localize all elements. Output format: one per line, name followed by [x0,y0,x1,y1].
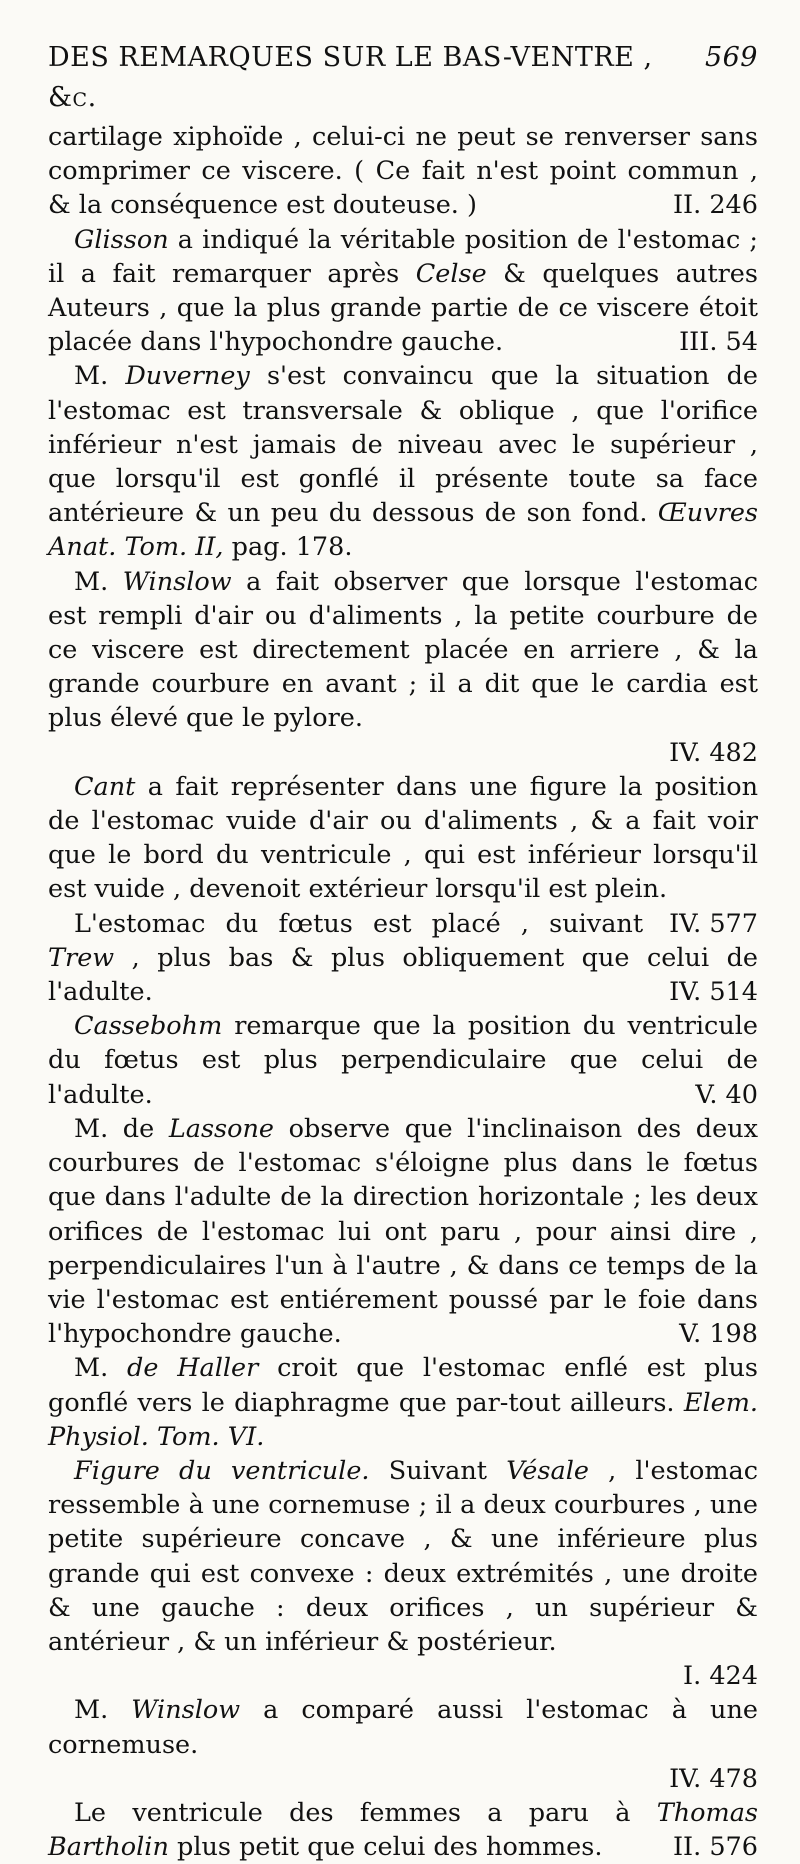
entry-reference: I. 424 [683,1661,758,1692]
author-name: de Haller [127,1353,259,1384]
source-citation: Œuvres Anat. Tom. II, [48,498,758,563]
author-name: Cant [74,771,136,802]
entry-text: a fait représenter dans une figure la position de l'estomac vuide d'air ou d'aliments , & a fait voir que le bord du ventricule , qui est inférieur lorsqu'il est vuide , devenoit extérieur lorsqu'il est plein. [48,771,758,905]
entry-text: , plus bas & plus obliquement que celui de l'adulte. [48,942,758,1008]
entry [48,1112,758,1351]
entry-text: & quelques autres Auteurs , que la plus grande partie de ce viscere étoit placée dans l'hypochondre gauche. [48,258,758,358]
entry-reference: V. 40 [695,1079,758,1110]
entry-text: cartilage xiphoïde , celui-ci ne peut se renverser sans comprimer ce viscere. ( Ce fait n'est point commun , & la conséquence est douteuse. ) [48,122,758,221]
entry [48,223,758,360]
entry-text: a comparé aussi l'estomac à une cornemuse. [48,1695,758,1760]
entry-prefix: M. [74,566,123,597]
entry-text: remarque que la position du ventricule du fœtus est plus perpendiculaire que celui de l'adulte. [48,1011,758,1110]
entry-prefix: M. [74,1695,132,1726]
entry-reference: IV. 482 [669,737,758,768]
entry-reference: IV. 478 [669,1763,758,1794]
author-name: Vésale [506,1455,589,1486]
entry-reference: II. 576 [672,1832,758,1863]
entry [48,1693,758,1796]
entry-text: Le ventricule des femmes a paru à [74,1797,657,1828]
entry [48,565,758,770]
entry [48,1454,758,1693]
author-name: Thomas Bartholin [48,1797,758,1863]
entry-text: Suivant [369,1455,507,1486]
author-name: Duverney [125,361,250,392]
source-citation-tail: pag. 178. [223,532,353,563]
running-head [48,38,758,118]
entry-reference: IV. 514 [669,977,758,1008]
entry-text: , l'estomac ressemble à une cornemuse ; il a deux courbures , une petite supérieure concave , & une inférieure plus grande qui est convexe : deux extrémités , une droite & une gauche : deux orifices , un supérieur & antérieur , & un inférieur & postérieur. [48,1455,758,1657]
entry-prefix: M. de [74,1113,169,1144]
source-citation: Elem. Physiol. Tom. VI. [48,1387,758,1452]
entry [48,1009,758,1112]
entry-reference: II. 246 [672,190,758,221]
entry-text: s'est convaincu que la situation de l'estomac est transversale & oblique , que l'orifice inférieur n'est jamais de niveau avec le supérieur , que lorsqu'il est gonflé il présente toute sa face antérieure & un peu du dessous de son fond. [48,361,758,529]
author-name: Lassone [168,1113,274,1144]
entry-prefix: M. [74,361,126,392]
body-text [48,120,758,1864]
section-lead: Figure du ventricule. [74,1455,370,1486]
entry-text: L'estomac du fœtus est placé , suivant [74,908,644,939]
entry-reference: V. 198 [679,1319,758,1350]
page-number: 569 [704,42,758,73]
entry-reference: IV. 577 [669,908,758,939]
author-name: Winslow [131,1695,241,1726]
author-name: Winslow [122,566,232,597]
entry-text: a indiqué la véritable position de l'estomac ; il a fait remarquer après [48,224,758,289]
entry-text: observe que l'inclinaison des deux courbures de l'estomac s'éloigne plus dans le fœtus que dans l'adulte de la direction horizontale ; les deux orifices de l'estomac lui ont paru , pour ainsi dire , perpendiculaires l'un à l'autre , & dans ce temps de la vie l'estomac est entiérement poussé par le foie dans l'hypochondre gauche. [48,1113,759,1350]
entry [48,1351,758,1454]
author-name: Glisson [74,224,169,255]
entry-reference: III. 54 [679,327,758,358]
author-name: Celse [415,258,487,289]
author-name: Cassebohm [74,1011,223,1042]
entry-prefix: M. [74,1353,128,1384]
author-name: Trew [48,942,115,973]
running-title: DES REMARQUES SUR LE BAS-VENTRE , &c. [48,42,653,113]
entry-text: a fait observer que lorsque l'estomac est rempli d'air ou d'aliments , la petite courbure de ce viscere est directement placée en arriere , & la grande courbure en avant ; il a dit que le cardia est plus élevé que le pylore. [48,566,758,734]
entry [48,1796,758,1864]
entry [48,120,758,223]
entry-text: croit que l'estomac enflé est plus gonflé vers le diaphragme que par-tout ailleurs. [48,1353,758,1418]
entry [48,359,758,564]
entry-text: plus petit que celui des hommes. [168,1832,603,1863]
